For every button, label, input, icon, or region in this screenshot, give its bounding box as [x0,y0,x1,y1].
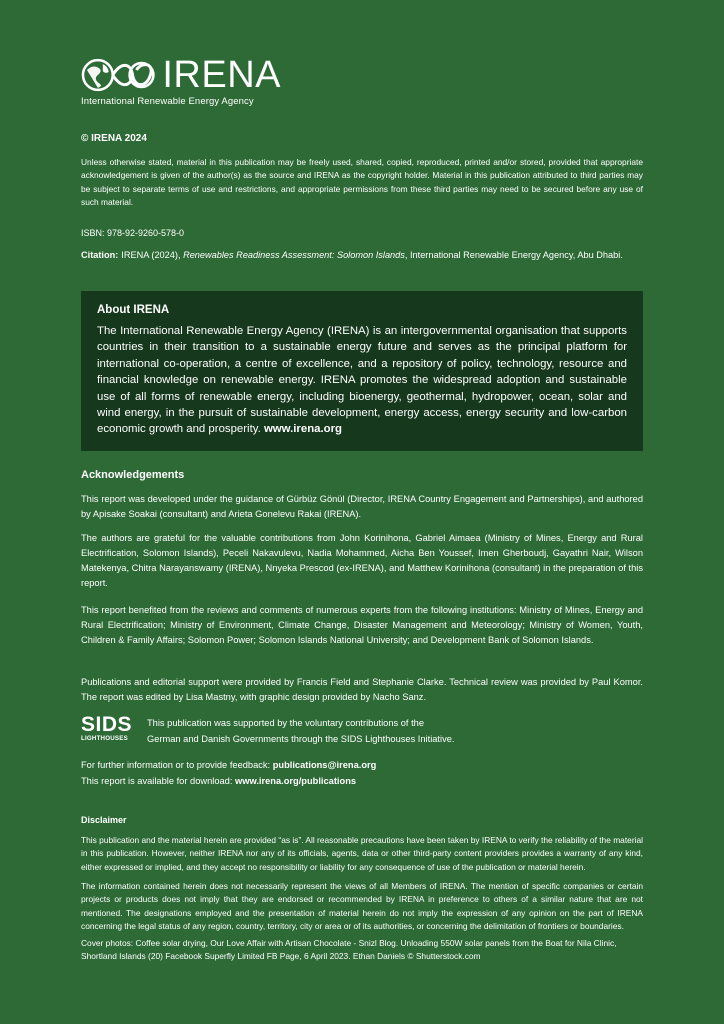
citation-title: Renewables Readiness Assessment: Solomon Islands [183,250,405,260]
feedback-line-2 [81,774,376,790]
globe-infinity-icon [81,58,158,92]
acknowledgements-heading: Acknowledgements [81,469,185,481]
citation-label: Citation: [81,250,119,260]
irena-website-link[interactable]: www.irena.org [263,423,342,436]
copyright: © IRENA 2024 [81,133,147,144]
sids-lighthouses-logo [81,715,135,747]
citation-text [121,248,623,262]
logo-subtitle: International Renewable Energy Agency [81,96,254,107]
about-text [97,323,627,438]
feedback-line-1 [81,758,376,774]
publications-email-link[interactable]: publications@irena.org [272,760,377,770]
ack-paragraph-2: The authors are grateful for the valuable contributions from John Korinihona, Gabriel Aimaea (Ministry of Mines, Energy and Rural Electrification, Solomon Islands), Peceli Nakavulevu, Nadia Mohammed, Aicha Ben Youssef, Imen Gherboudj, Gayathri Nair, Wilson Matekenya, Chitra Narayanswamy (IRENA), Nnyeka Prescod (ex-IRENA), and Matthew Korinihona (consultant) in the preparation of this report. [81,533,643,588]
sids-logo-text: SIDS [81,713,133,736]
about-body: The International Renewable Energy Agency (IRENA) is an intergovernmental organisation that supports countries in their transition to a sustainable energy future and serves as the principal platform for international co-operation, a centre of excellence, and a repository of policy, technology, resource and financial knowledge on renewable energy. IRENA promotes the widespread adoption and sustainable use of all forms of renewable energy, including bioenergy, geothermal, hydropower, ocean, solar and wind energy, in the pursuit of sustainable development, energy access, energy security and low-carbon economic growth and prosperity. [97,325,627,436]
isbn: ISBN: 978-92-9260-578-0 [81,228,185,238]
citation [81,248,643,262]
about-heading: About IRENA [97,304,170,316]
about-irena-box [81,291,643,451]
cover-photos-credit: Cover photos: Coffee solar drying, Our Love Affair with Artisan Chocolate - Snizl Blog. Unloading 550W solar panels from the Boat for Nila Clinic, Shortland Islands (20) Facebook Superfly Limited FB Page, 6 April 2023. Ethan Daniels © Shutterstock.com [81,938,617,962]
irena-logo [81,54,281,107]
sids-support [81,715,454,747]
ack-paragraph-3: This report benefited from the reviews and comments of numerous experts from the following institutions: Ministry of Mines, Energy and Rural Electrification; Ministry of Environment, Climate Change, Disaster Management and Meteorology; Ministry of Women, Youth, Children & Family Affairs; Solomon Power; Solomon Islands National University; and Development Bank of Solomon Islands. [81,605,643,645]
download-prefix: This report is available for download: [81,775,235,786]
disclaimer-paragraph-2: The information contained herein does not necessarily represent the views of all Members of IRENA. The mention of specific companies or certain projects or products does not imply that they are endorsed or recommended by IRENA in preference to others of a similar nature that are not mentioned. The designations employed and the presentation of material herein do not imply the expression of any opinion on the part of IRENA concerning the legal status of any region, country, territory, city or area or of its authorities, or concerning the delimitation of frontiers or boundaries. [81,881,643,932]
ack-paragraph-4: Publications and editorial support were provided by Francis Field and Stephanie Clarke. Technical review was provided by Paul Komor. The report was edited by Lisa Mastny, with graphic design provided by Nacho Sanz. [81,677,643,702]
logo-wordmark: IRENA [162,54,281,96]
disclaimer-paragraph-1: This publication and the material herein are provided “as is”. All reasonable precautions have been taken by IRENA to verify the reliability of the material in this publication. However, neither IRENA nor any of its officials, agents, data or other third-party content providers provides a warranty of any kind, either expressed or implied, and they accept no responsibility or liability for any consequence of use of the publication or material herein. [81,835,643,872]
ack-paragraph-1: This report was developed under the guidance of Gürbüz Gönül (Director, IRENA Country Engagement and Partnerships), and authored by Apisake Soakai (consultant) and Arieta Gonelevu Rakai (IRENA). [81,494,643,519]
usage-notice: Unless otherwise stated, material in this publication may be freely used, shared, copied, reproduced, printed and/or stored, provided that appropriate acknowledgement is given of the author(s) as the source and IRENA as the copyright holder. Material in this publication attributed to third parties may be subject to separate terms of use and restrictions, and appropriate permissions from these third parties may need to be secured before any use of such material. [81,157,643,208]
disclaimer-heading: Disclaimer [81,815,127,825]
sids-logo-subtext: LIGHTHOUSES [81,735,128,742]
citation-suffix: , International Renewable Energy Agency, Abu Dhabi. [404,250,623,260]
feedback-prefix: For further information or to provide feedback: [81,760,273,770]
sids-line-2: German and Danish Governments through the SIDS Lighthouses Initiative. [147,734,455,744]
feedback [81,758,376,789]
publications-download-link[interactable]: www.irena.org/publications [235,775,357,786]
citation-prefix: IRENA (2024), [121,250,184,260]
sids-text [147,715,454,747]
sids-line-1: This publication was supported by the voluntary contributions of the [147,718,425,728]
